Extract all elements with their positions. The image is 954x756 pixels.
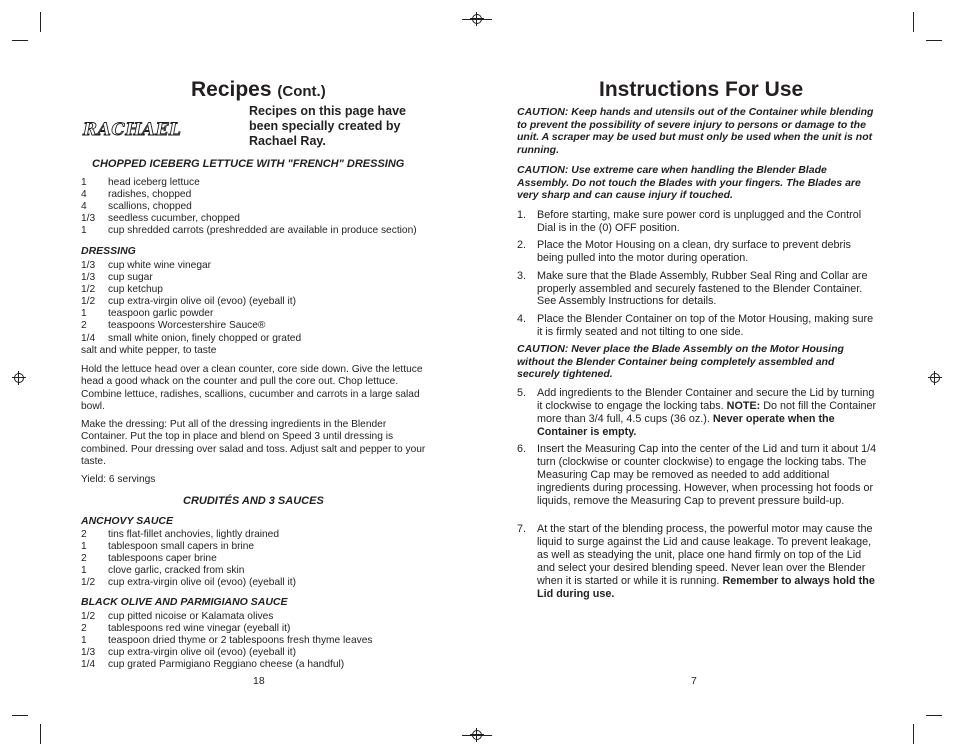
ingredient-quantity: 2 [81,553,87,565]
anchovy-label: ANCHOVY SAUCE [81,515,173,527]
step-text [537,523,877,600]
step-text: Before starting, make sure power cord is unplugged and the Control Dial is in the (0) OFF position. [537,209,862,234]
title-suffix: (Cont.) [277,83,326,100]
dressing-instructions: Make the dressing: Put all of the dressing ingredients in the Blender Container. Put the top in place and blend on Speed 3 until dressing is combined. Pour dressing over salad and toss. Adjust salt and pepper to your taste. [81,419,426,467]
ingredient-text: cup shredded carrots (preshredded are available in produce section) [108,225,417,237]
logo-text: RACHAEL [83,120,182,139]
ingredient-text: teaspoons Worcestershire Sauce® [108,320,266,332]
registration-mark [12,371,26,385]
ingredient-row [81,565,296,577]
ingredient-row [81,623,372,635]
ingredient-quantity: 4 [81,201,87,213]
ingredient-quantity: 1 [81,635,87,647]
crop-mark [926,40,942,41]
step-6 [517,443,877,508]
step-5-note-label: NOTE: [726,399,761,412]
step-3 [517,270,877,309]
ingredient-row [81,213,417,225]
anchovy-ingredients [81,529,296,589]
recipe-title-lettuce: CHOPPED ICEBERG LETTUCE WITH "FRENCH" DRESSING [92,158,405,170]
step-1 [517,209,877,235]
ingredient-text: cup grated Parmigiano Reggiano cheese (a handful) [108,659,345,671]
ingredient-row [81,529,296,541]
step-7-reminder: Remember to always hold the Lid during use. [537,574,875,600]
step-text: Place the Blender Container on top of the Motor Housing, making sure it is firmly seated and not tilting to one side. [537,312,874,338]
step-text: Make sure that the Blade Assembly, Rubber Seal Ring and Collar are properly assembled and securely fastened to the Blender Container. See Assembly Instructions for details. [537,269,868,308]
ingredient-text: head iceberg lettuce [108,177,200,188]
step-number: 6. [517,443,527,455]
crop-mark [40,12,41,32]
ingredient-quantity: 1/3 [81,272,96,284]
step-number: 1. [517,209,527,221]
ingredient-text: tablespoons red wine vinegar (eyeball it) [108,623,291,635]
ingredient-quantity: 1/3 [81,260,96,271]
ingredient-text: cup white wine vinegar [108,260,212,271]
step-number: 5. [517,387,527,399]
ingredient-quantity: 1/4 [81,332,96,344]
intro-text: Recipes on this page have been specially created by Rachael Ray. [249,104,406,148]
step-5-warning: Never operate when the Container is empty. [537,412,835,438]
right-page-number: 7 [691,675,697,687]
step-7-text-a: At the start of the blending process, the powerful motor may cause the liquid to surge against the Lid and cause leakage. To prevent leakage, as well as steadying the unit, place one hand firmly on top of the Lid and select your desired blending speed. Never lean over the Blender when it is started or while it is running. [537,523,873,587]
step-text: Place the Motor Housing on a clean, dry surface to prevent debris being pulled into the motor during operation. [537,239,851,265]
ingredient-text: cup extra-virgin olive oil (evoo) (eyeball it) [108,647,296,659]
step-number: 3. [517,269,527,282]
step-5-text-c: Do not fill the Container more than 3/4 full, 4.5 cups (36 oz.). [537,399,877,425]
registration-mark [928,371,942,385]
ingredient-row [81,320,301,332]
ingredient-row [81,177,417,189]
ingredient-text: cup pitted nicoise or Kalamata olives [108,611,274,622]
ingredient-quantity: 4 [81,189,87,201]
ingredient-row [81,189,417,201]
ingredient-text: tins flat-fillet anchovies, lightly drained [108,529,280,540]
ingredient-quantity: 1/2 [81,296,96,308]
olive-sauce-label: BLACK OLIVE AND PARMIGIANO SAUCE [81,596,288,608]
step-7 [517,523,877,600]
caution-3: CAUTION: Never place the Blade Assembly on the Motor Housing without the Blender Container being completely assembled and securely tightened. [517,343,844,381]
ingredient-quantity: 1 [81,565,87,577]
ingredient-text: scallions, chopped [108,201,192,213]
ingredient-row [81,272,301,284]
ingredient-row [81,308,301,320]
ingredient-quantity: 1 [81,225,87,237]
registration-mark [470,12,484,26]
crop-mark [12,715,28,716]
ingredient-quantity: 1/3 [81,647,96,659]
step-number: 7. [517,523,527,535]
ingredient-row [81,333,301,345]
ingredient-quantity: 1 [81,541,87,553]
title-text: Recipes [191,78,272,101]
right-page-title [599,78,803,102]
ingredient-text: teaspoon dried thyme or 2 tablespoons fresh thyme leaves [108,635,373,647]
dressing-label: DRESSING [81,245,136,257]
step-number: 2. [517,239,527,252]
step-5 [517,387,877,439]
ingredient-text: seedless cucumber, chopped [108,213,240,225]
ingredient-text: clove garlic, cracked from skin [108,565,245,577]
steps-1-to-4 [517,209,877,343]
yield-text: Yield: 6 servings [81,474,156,485]
crop-mark [40,724,41,744]
ingredient-row [81,284,301,296]
step-4 [517,313,877,339]
crop-mark [913,724,914,744]
step-number: 4. [517,312,527,325]
ingredient-text: cup extra-virgin olive oil (evoo) (eyeball it) [108,577,296,589]
left-page-title [191,78,326,102]
ingredient-row [81,659,372,671]
crop-mark [913,12,914,32]
lettuce-instructions: Hold the lettuce head over a clean counter, core side down. Give the lettuce head a good whack on the counter and pull the core out. Chop lettuce. Combine lettuce, radishes, scallions, cucumber and carrots in a large salad bowl. [81,364,423,412]
ingredient-row [81,577,296,589]
step-2 [517,239,877,265]
registration-mark [470,728,484,742]
ingredient-quantity: 1 [81,308,87,320]
step-5-text-a: Add ingredients to the Blender Container and secure the Lid by turning it clockwise to engage the locking tabs. [537,387,875,412]
ingredient-row [81,647,372,659]
ingredient-row [81,611,372,623]
ingredient-text: tablespoons caper brine [108,553,217,565]
ingredient-text: cup ketchup [108,284,163,296]
caution-2: CAUTION: Use extreme care when handling the Blender Blade Assembly. Do not touch the Blades with your fingers. The Blades are very sharp and can cause injury if touched. [517,164,861,202]
ingredient-quantity: 1/2 [81,577,96,589]
step-text [537,387,877,439]
ingredient-quantity: 1/3 [81,213,96,225]
ingredient-row [81,553,296,565]
salt-line: salt and white pepper, to taste [81,345,217,356]
ingredient-quantity: 1 [81,177,87,188]
dressing-ingredients [81,260,301,345]
lettuce-ingredients [81,177,417,237]
ingredient-text: tablespoon small capers in brine [108,541,255,553]
ingredient-quantity: 1/2 [81,611,96,622]
ingredient-text: radishes, chopped [108,189,192,201]
ingredient-row [81,201,417,213]
crop-mark [926,715,942,716]
ingredient-quantity: 2 [81,320,87,332]
instructions-title: Instructions For Use [599,78,804,101]
caution-1: CAUTION: Keep hands and utensils out of the Container while blending to prevent the possibility of severe injury to persons or damage to the unit. A scraper may be used but must only be used when the unit is not running. [517,106,874,156]
ingredient-quantity: 1/4 [81,659,96,671]
crop-mark [12,40,28,41]
ingredient-quantity: 2 [81,529,87,540]
ingredient-text: teaspoon garlic powder [108,308,214,320]
rachael-ray-logo [82,117,194,139]
ingredient-row [81,260,301,272]
ingredient-text: cup sugar [108,272,153,284]
ingredient-row [81,635,372,647]
recipe-title-crudites: CRUDITÉS AND 3 SAUCES [183,495,324,507]
ingredient-text: small white onion, finely chopped or grated [108,332,302,344]
olive-ingredients [81,611,372,671]
ingredient-row [81,225,417,237]
left-page-number: 18 [253,675,265,687]
ingredient-row [81,541,296,553]
ingredient-text: cup extra-virgin olive oil (evoo) (eyeball it) [108,296,296,308]
step-text: Insert the Measuring Cap into the center of the Lid and turn it about 1/4 turn (clockwise or counter clockwise) to engage the locking tabs. The Measuring Cap may be removed as needed to add additional ingredients during processing. However, when processing hot foods or liquids, remove the Measuring Cap to prevent pressure build-up. [537,443,877,507]
ingredient-row [81,296,301,308]
ingredient-quantity: 2 [81,623,87,635]
ingredient-quantity: 1/2 [81,284,96,296]
